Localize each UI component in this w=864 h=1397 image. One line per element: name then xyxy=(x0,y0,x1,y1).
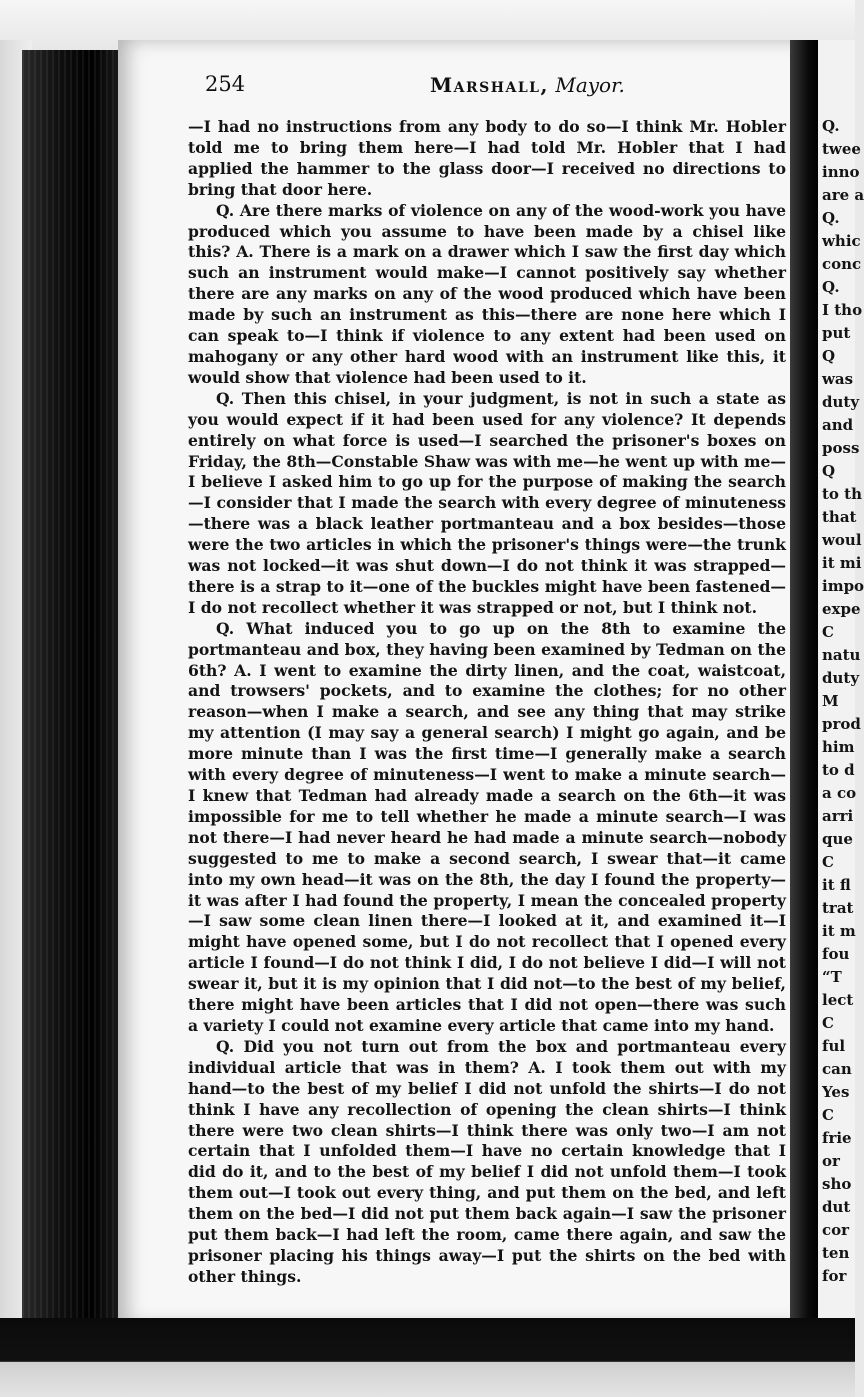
facing-page-fragment: conc xyxy=(822,255,862,273)
facing-page-fragment: Q. xyxy=(822,117,840,135)
page-number: 254 xyxy=(205,72,246,96)
facing-page-fragment: prod xyxy=(822,715,861,733)
facing-page-fragment: twee xyxy=(822,140,861,158)
facing-page-fragment: Yes xyxy=(822,1083,850,1101)
facing-page-fragment: it m xyxy=(822,922,856,940)
facing-page-fragment: arri xyxy=(822,807,854,825)
facing-page-fragment: Q. xyxy=(822,278,840,296)
facing-page-fragment: inno xyxy=(822,163,860,181)
facing-page-fragment: I tho xyxy=(822,301,863,319)
running-title-suffix: Mayor. xyxy=(555,73,625,97)
page-body xyxy=(188,117,786,1288)
spine-texture xyxy=(22,50,120,1325)
facing-page-fragment: “T xyxy=(822,968,842,986)
facing-page-fragment: duty xyxy=(822,669,860,687)
facing-page-fragment: woul xyxy=(822,531,862,549)
paragraph-question-marks-of-violence: Q. Are there marks of violence on any of the wood-work you have produced which you assume to have been made by a chisel like this? A. There is a mark on a drawer which I saw the first day which such an instrument would make—I cannot positively say whether there are any marks on any of the wood produced which have been made by such an instrument as this—there are none here which I can speak to—I think if violence to any extent had been used on mahogany or any other hard wood with an instrument like this, it would show that violence had been used to it. xyxy=(188,200,786,387)
facing-page-fragment: to d xyxy=(822,761,855,779)
paragraph-question-chisel: Q. Then this chisel, in your judgment, is not in such a state as you would expect if it had been used for any violence? It depends entirely on what force is used—I searched the prisoner's boxes on Friday, the 8th—Constable Shaw was with me—he went up with me—I believe I asked him to go up for the purpose of making the search—I consider that I made the search with every degree of minuteness—there was a black leather portmanteau and a box besides—those were the two articles in which the prisoner's things were—the trunk was not locked—it was shut down—I do not think it was strapped—there is a strap to it—one of the buckles might have been fastened—I do not recollect whether it was strapped or not, but I think not. xyxy=(188,388,786,617)
scan-bottom-margin xyxy=(0,1318,855,1397)
running-title-name: Marshall, xyxy=(430,73,549,97)
facing-page-fragment: C xyxy=(822,1106,834,1124)
facing-page-fragment: Q xyxy=(822,462,836,480)
facing-page-fragment: are a xyxy=(822,186,864,204)
facing-page-fragment: trat xyxy=(822,899,854,917)
facing-page-fragment: it mi xyxy=(822,554,862,572)
facing-page-fragment: it fl xyxy=(822,876,851,894)
facing-page-fragment: natu xyxy=(822,646,861,664)
facing-page-fragment: or xyxy=(822,1152,840,1170)
facing-page-fragment: cor xyxy=(822,1221,850,1239)
page-gutter xyxy=(790,40,820,1325)
paragraph-continuation: —I had no instructions from any body to do so—I think Mr. Hobler told me to bring them here—I had told Mr. Hobler that I had applied the hammer to the glass door—I received no directions to bring that door here. xyxy=(188,117,786,199)
facing-page-fragment: frie xyxy=(822,1129,852,1147)
facing-page-fragment: sho xyxy=(822,1175,852,1193)
running-head xyxy=(205,72,790,104)
facing-page-fragment: Q. xyxy=(822,209,840,227)
facing-page-fragment: C xyxy=(822,853,834,871)
facing-page-fragment: to th xyxy=(822,485,862,503)
facing-page-fragment: C xyxy=(822,1014,834,1032)
facing-page-fragment: impo xyxy=(822,577,864,595)
facing-page-fragment: fou xyxy=(822,945,850,963)
paragraph-question-examine-portmanteau: Q. What induced you to go up on the 8th to examine the portmanteau and box, they having been examined by Tedman on the 6th? A. I went to examine the dirty linen, and the coat, waistcoat, and trowsers' pockets, and to examine the clothes; for no other reason—when I make a search, and see any thing that may strike my attention (I may say a general search) I might go again, and be more minute than I was the first time—I generally make a search with every degree of minuteness—I went to make a minute search—I knew that Tedman had already made a search on the 6th—it was impossible for me to tell whether he made a minute search—I was not there—I had never heard he had made a minute search—nobody suggested to me to make a second search, I swear that—it came into my own head—it was on the 8th, the day I found the property—it was after I had found the property, I mean the concealed property—I saw some clean linen there—I looked at it, and examined it—I might have opened some, but I do not recollect that I opened every article I found—I do not think I did, I do not believe I did—I will not swear it, but it is my opinion that I did not—to the best of my belief, there might have been articles that I did not open—there was such a variety I could not examine every article that came into my hand. xyxy=(188,618,786,1035)
facing-page-fragment: whic xyxy=(822,232,861,250)
facing-page-fragment: M xyxy=(822,692,839,710)
facing-page-fragment: dut xyxy=(822,1198,851,1216)
facing-page-fragment: que xyxy=(822,830,853,848)
facing-page-fragment: was xyxy=(822,370,854,388)
facing-page-fragment: him xyxy=(822,738,855,756)
facing-page-fragment: a co xyxy=(822,784,857,802)
facing-page-edge xyxy=(818,40,864,1325)
facing-page-fragment: ful xyxy=(822,1037,846,1055)
facing-page-fragment: C xyxy=(822,623,834,641)
facing-page-fragment: ten xyxy=(822,1244,850,1262)
facing-page-fragment: duty xyxy=(822,393,860,411)
facing-page-fragment: expe xyxy=(822,600,861,618)
facing-page-fragment: that xyxy=(822,508,857,526)
facing-page-fragment: poss xyxy=(822,439,860,457)
facing-page-fragment: can xyxy=(822,1060,852,1078)
running-title xyxy=(430,73,625,97)
paragraph-question-turn-out-box: Q. Did you not turn out from the box and portmanteau every individual article that was in them? A. I took them out with my hand—to the best of my belief I did not unfold the shirts—I do not think I have any recollection of opening the clean shirts—I think there were two clean shirts—I think there was only two—I am not certain that I unfolded them—I have no certain knowledge that I did do it, and to the best of my belief I did not unfold them—I took them out—I took out every thing, and put them on the bed, and left them on the bed—I did not put them back again—I saw the prisoner put them back—I had left the room, came there again, and saw the prisoner placing his things away—I put the shirts on the bed with other things. xyxy=(188,1036,786,1286)
facing-page-fragment: and xyxy=(822,416,854,434)
facing-page-fragment: put xyxy=(822,324,851,342)
facing-page-fragment: Q xyxy=(822,347,836,365)
facing-page-fragment: for xyxy=(822,1267,847,1285)
facing-page-fragment: lect xyxy=(822,991,854,1009)
